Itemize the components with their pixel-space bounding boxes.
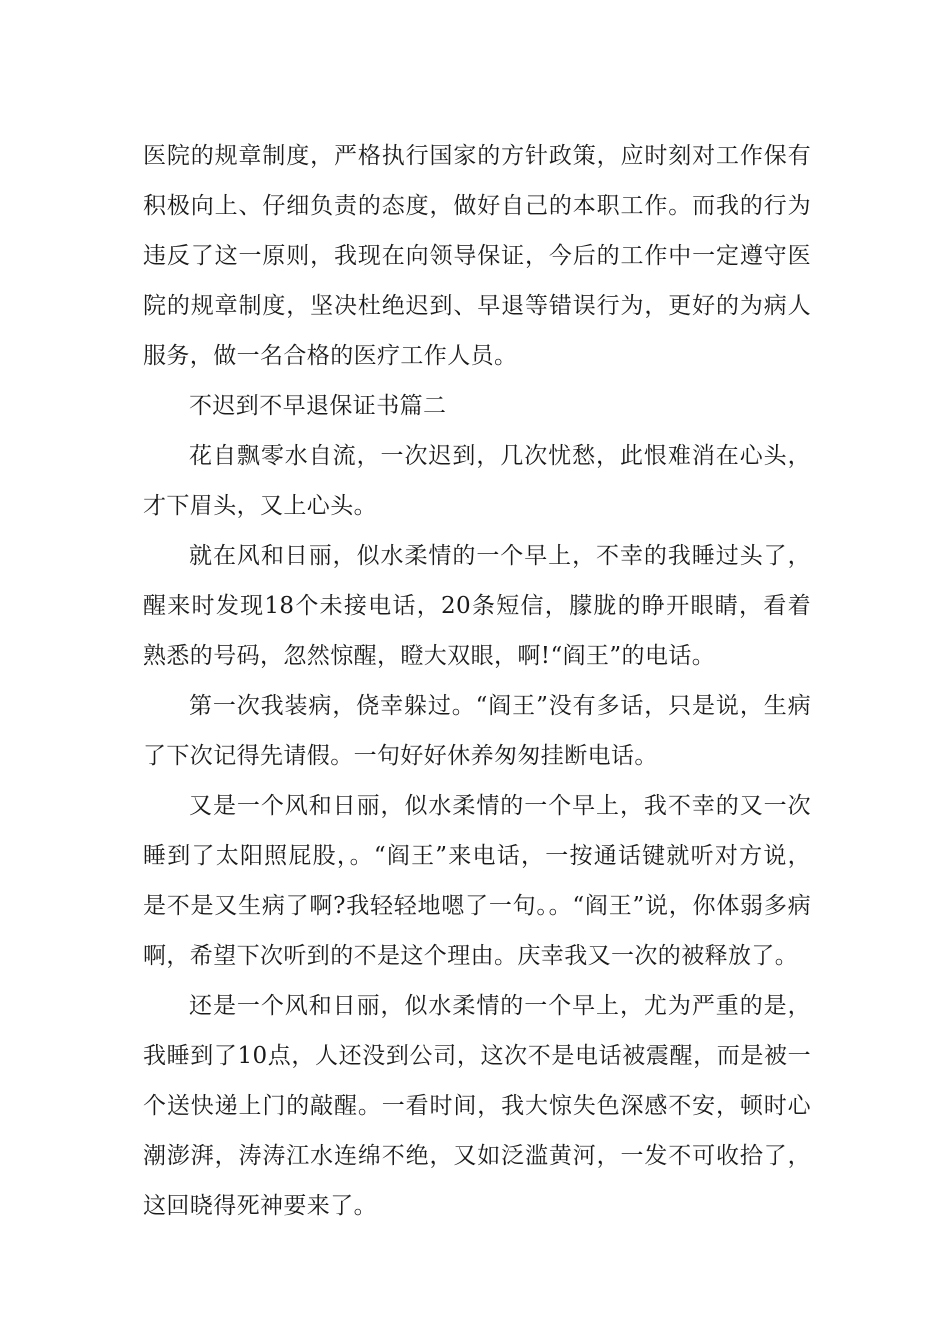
paragraph: 又是一个风和日丽，似水柔情的一个早上，我不幸的又一次睡到了太阳照屁股，。“阎王”来电话，一按通话键就听对方说，是不是又生病了啊?我轻轻地嗯了一句。。“阎王”说，你体弱多病啊，希望下次听到的不是这个理由。庆幸我又一次的被释放了。 <box>143 793 811 969</box>
paragraph-continuation: 医院的规章制度，严格执行国家的方针政策，应时刻对工作保有积极向上、仔细负责的态度，做好自己的本职工作。而我的行为违反了这一原则，我现在向领导保证，今后的工作中一定遵守医院的规章制度，坚决杜绝迟到、早退等错误行为，更好的为病人服务，做一名合格的医疗工作人员。 <box>143 143 811 369</box>
section-heading: 不迟到不早退保证书篇二 <box>189 393 447 419</box>
paragraph: 花自飘零水自流，一次迟到，几次忧愁，此恨难消在心头，才下眉头，又上心头。 <box>143 443 811 519</box>
document-body <box>143 131 811 1231</box>
paragraph: 还是一个风和日丽，似水柔情的一个早上，尤为严重的是，我睡到了10点，人还没到公司，这次不是电话被震醒，而是被一个送快递上门的敲醒。一看时间，我大惊失色深感不安，顿时心潮澎湃，涛涛江水连绵不绝，又如泛滥黄河，一发不可收拾了，这回晓得死神要来了。 <box>143 993 811 1219</box>
paragraph: 第一次我装病，侥幸躲过。“阎王”没有多话，只是说，生病了下次记得先请假。一句好好休养匆匆挂断电话。 <box>143 693 811 769</box>
paragraph: 就在风和日丽，似水柔情的一个早上，不幸的我睡过头了，醒来时发现18个未接电话，20条短信，朦胧的睁开眼睛，看着熟悉的号码，忽然惊醒，瞪大双眼，啊!“阎王”的电话。 <box>143 543 811 669</box>
